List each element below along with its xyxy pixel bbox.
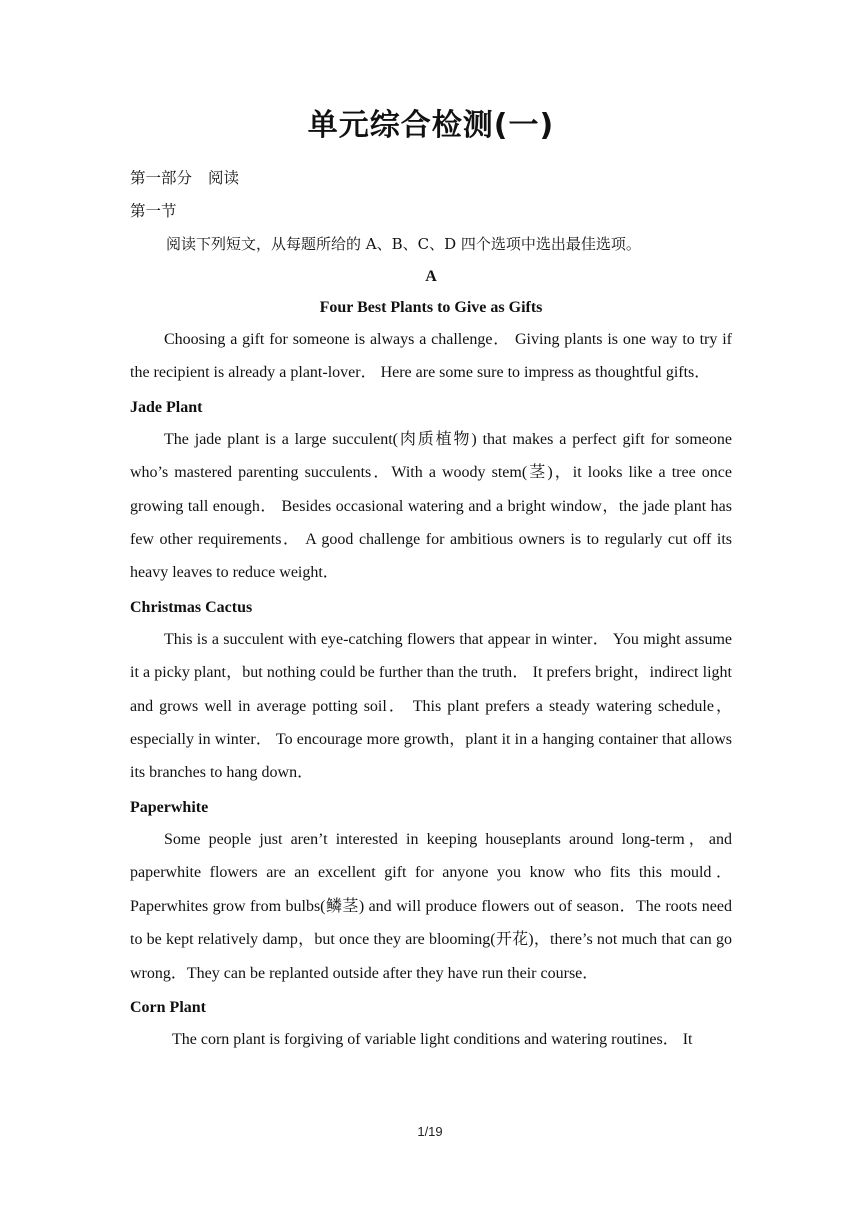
section-heading: Corn Plant (130, 998, 206, 1016)
section-heading: Jade Plant (130, 398, 203, 416)
plant-section-paperwhite (130, 792, 732, 990)
page-title: 单元综合检测(一) (307, 108, 555, 143)
section-label: 第一节 (130, 202, 177, 220)
section-body: The corn plant is forgiving of variable light conditions and watering routines． It (172, 1030, 693, 1048)
section-body: This is a succulent with eye-catching flowers that appear in winter． You might assume it a picky plant，but nothing could be further than the truth． It prefers bright，indirect light and grows well in average potting soil． This plant prefers a steady watering schedule，especially in winter． To encourage more growth，plant it in a hanging container that allows its branches to hang down． (130, 630, 732, 782)
part-name: 阅读 (208, 169, 240, 187)
page-number: 1/19 (417, 1124, 443, 1139)
passage-letter: A (425, 268, 437, 285)
section-heading: Paperwhite (130, 798, 209, 816)
plant-section-jade (130, 392, 732, 590)
passage-title: Four Best Plants to Give as Gifts (319, 299, 543, 316)
instructions: 阅读下列短文，从每题所给的 A、B、C、D 四个选项中选出最佳选项。 (166, 235, 641, 253)
section-body: The jade plant is a large succulent(肉质植物) that makes a perfect gift for someone who’s mastered parenting succulents．With a woody stem(茎)，it looks like a tree once growing tall enough． Besides occasional watering and a bright window，the jade plant has few other requirements． A good challenge for ambitious owners is to regularly cut off its heavy leaves to reduce weight． (130, 430, 732, 582)
section-heading: Christmas Cactus (130, 598, 253, 616)
plant-section-corn-plant (130, 992, 732, 1056)
intro-paragraph: Choosing a gift for someone is always a challenge． Giving plants is one way to try if the recipient is already a plant-lover． Here are some sure to impress as thoughtful gifts． (130, 331, 732, 382)
document-content (130, 100, 732, 1056)
plant-section-christmas-cactus (130, 592, 732, 790)
part-heading (130, 162, 732, 195)
section-body: Some people just aren’t interested in keeping houseplants around long-term，and paperwhite flowers are an excellent gift for anyone you know who fits this mould． Paperwhites grow from bulbs(鳞茎) and will produce flowers out of season．The roots need to be kept relatively damp，but once they are blooming(开花)，there’s not much that can go wrong．They can be replanted outside after they have run their course． (130, 830, 733, 982)
part-label: 第一部分 (130, 169, 193, 187)
